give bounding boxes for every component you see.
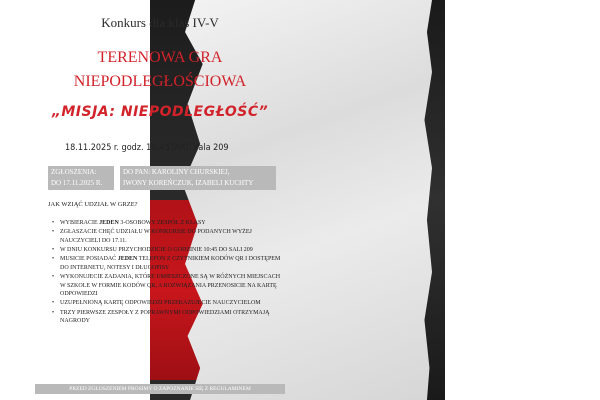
rules-list xyxy=(52,219,284,326)
registration-deadline: DO 17.11.2025 R. xyxy=(51,179,103,187)
list-item: • TRZY PIERWSZE ZESPOŁY Z POPRAWNYMI ODPOWIEDZIAMI OTRZYMAJĄ NAGRODY xyxy=(52,309,284,326)
list-item: • WYKONUJECIE ZADANIA, KTÓRE UMIESZCZONE SĄ W RÓŻNYCH MIEJSCACH W SZKOLE W FORMIE KODÓW QR, A ROZWIĄZANIA PRZENOSICIE NA KARTĘ ODPOWIEDZI xyxy=(52,273,284,299)
list-item: • WYBIERACIE JEDEN 3-OSOBOWY ZESPÓŁ Z KLASY xyxy=(52,219,284,228)
registration-to-line: DO PAN: KAROLINY CHURSKIEJ, xyxy=(123,168,230,176)
list-item: • UZUPEŁNIONĄ KARTĘ ODPOWIEDZI PRZEKAZUJECIE NAUCZYCIELOM xyxy=(52,299,284,308)
event-start-room: START: sala 209 xyxy=(165,143,229,153)
list-item: • W DNIU KONKURSU PRZYCHODZICIE O GODZINIE 10:45 DO SALI 209 xyxy=(52,246,284,255)
game-title-line1: TERENOWA GRA xyxy=(97,49,223,66)
list-item: • ZGŁASZACIE CHĘĆ UDZIAŁU W KONKURSIE DO PODANYCH WYŻEJ NAUCZYCIELI DO 17.11. xyxy=(52,228,284,245)
mission-title: „MISJA: NIEPODLEGŁOŚĆ” xyxy=(51,104,269,120)
game-title xyxy=(35,46,285,94)
event-date-time: 18.11.2025 r. godz. 10:45 xyxy=(65,143,170,153)
registration-deadline-box xyxy=(48,166,114,190)
registration-names-line: IWONY KOREŃCZUK, IZABELI KUCHTY xyxy=(123,179,254,187)
game-title-line2: NIEPODLEGŁOŚCIOWA xyxy=(73,73,247,90)
registration-label: ZGŁOSZENIA: xyxy=(51,168,97,176)
participation-question: JAK WZIĄĆ UDZIAŁ W GRZE? xyxy=(48,201,138,208)
list-item: • MUSICIE POSIADAĆ JEDEN TELEFON Z CZYTNIKIEM KODÓW QR I DOSTĘPEM DO INTERNETU, NOTESY I DŁUGOPISY xyxy=(52,255,284,272)
registration-contacts-box xyxy=(120,166,276,190)
regulations-footer: PRZED ZGŁOSZENIEM PROSIMY O ZAPOZNANIE SIĘ Z REGULAMINEM xyxy=(35,384,285,394)
contest-heading: Konkurs dla klas IV-V xyxy=(101,15,219,30)
